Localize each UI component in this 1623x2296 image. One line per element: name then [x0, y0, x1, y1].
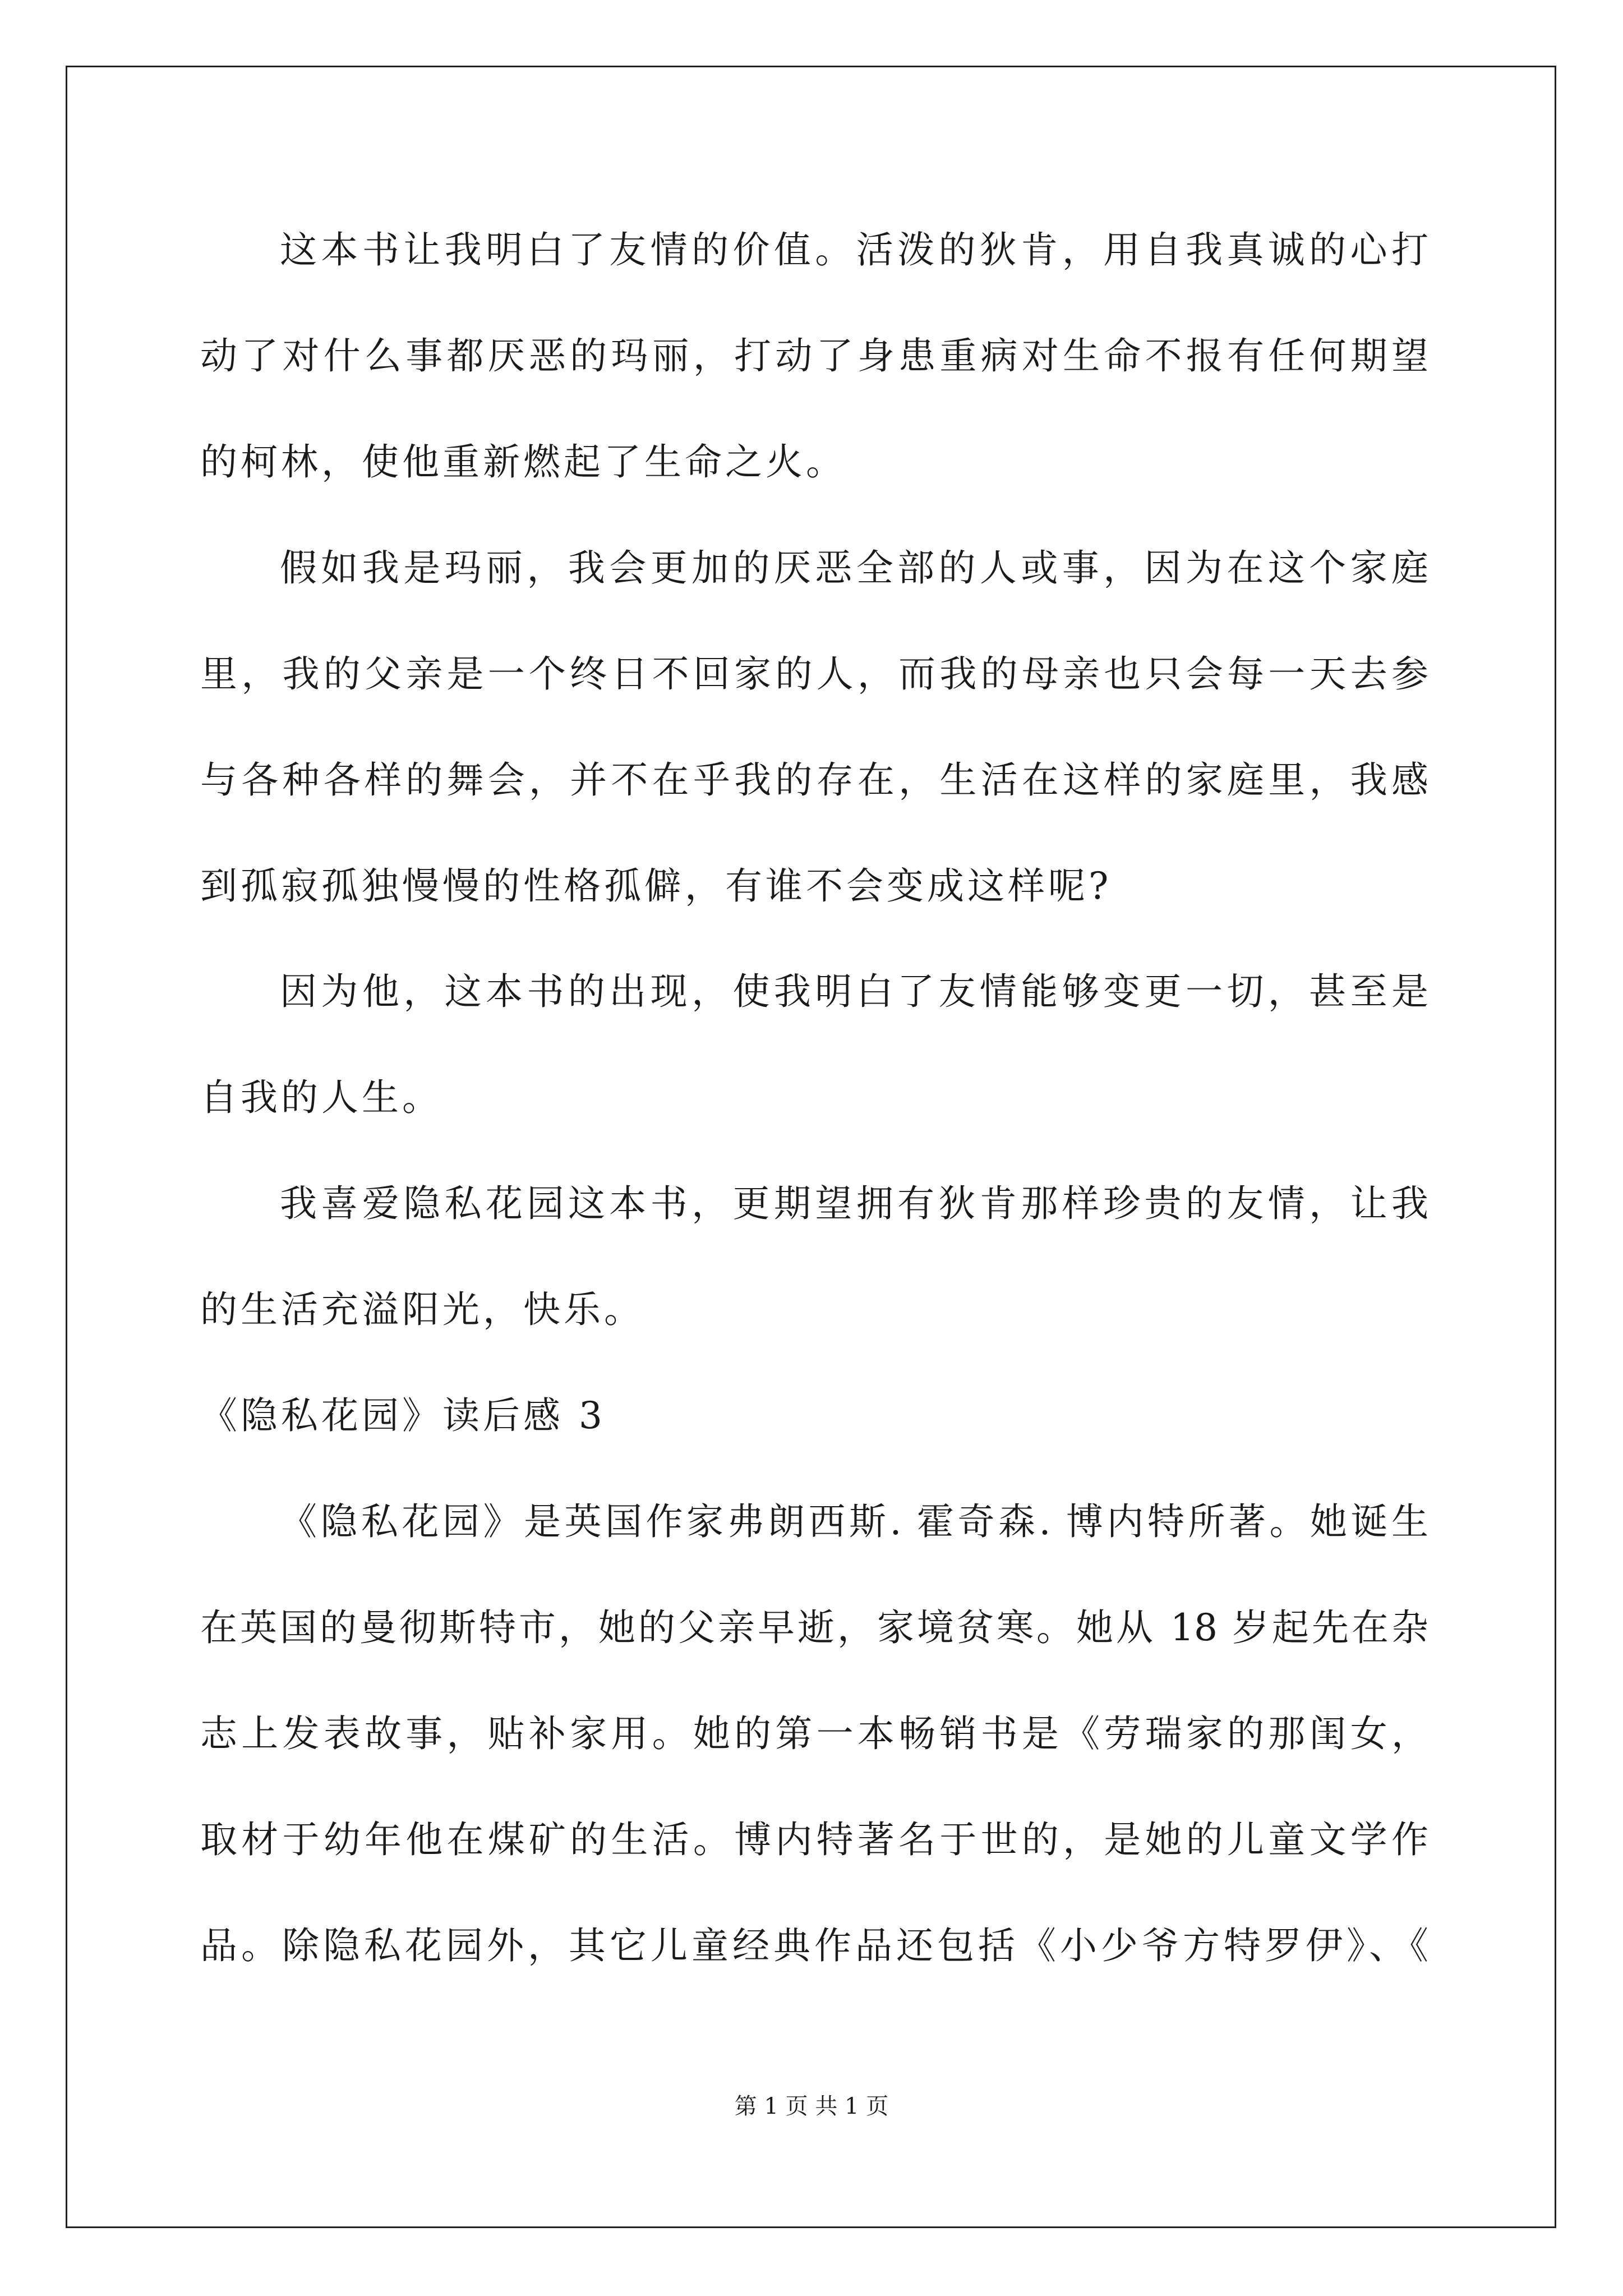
text-line: 志上发表故事，贴补家用。她的第一本畅销书是《劳瑞家的那闺女， [200, 1712, 1428, 1755]
text-line: 假如我是玛丽，我会更加的厌恶全部的人或事，因为在这个家庭 [280, 546, 1428, 590]
text-line: 到孤寂孤独慢慢的性格孤僻，有谁不会变成这样呢? [200, 864, 1112, 908]
page-footer: 第 1 页 共 1 页 [734, 2093, 889, 2119]
text-line: 《隐私花园》是英国作家弗朗西斯. 霍奇森. 博内特所著。她诞生 [280, 1500, 1428, 1543]
text-line: 我喜爱隐私花园这本书，更期望拥有狄肯那样珍贵的友情，让我 [280, 1182, 1428, 1225]
text-line: 品。除隐私花园外，其它儿童经典作品还包括《小少爷方特罗伊》、《 [200, 1924, 1428, 1967]
text-line: 里，我的父亲是一个终日不回家的人，而我的母亲也只会每一天去参 [200, 652, 1428, 696]
page-border [66, 66, 1556, 2228]
text-line: 动了对什么事都厌恶的玛丽，打动了身患重病对生命不报有任何期望 [200, 334, 1428, 378]
text-line: 的生活充溢阳光，快乐。 [200, 1288, 644, 1331]
text-line: 这本书让我明白了友情的价值。活泼的狄肯，用自我真诚的心打 [280, 228, 1428, 272]
text-line: 在英国的曼彻斯特市，她的父亲早逝，家境贫寒。她从 18 岁起先在杂 [200, 1606, 1428, 1649]
section-heading: 《隐私花园》读后感 3 [200, 1394, 606, 1437]
text-line: 取材于幼年他在煤矿的生活。博内特著名于世的，是她的儿童文学作 [200, 1818, 1428, 1861]
text-line: 与各种各样的舞会，并不在乎我的存在，生活在这样的家庭里，我感 [200, 758, 1428, 802]
text-line: 因为他，这本书的出现，使我明白了友情能够变更一切，甚至是 [280, 970, 1428, 1013]
text-line: 的柯林，使他重新燃起了生命之火。 [200, 440, 846, 484]
text-line: 自我的人生。 [200, 1076, 442, 1119]
